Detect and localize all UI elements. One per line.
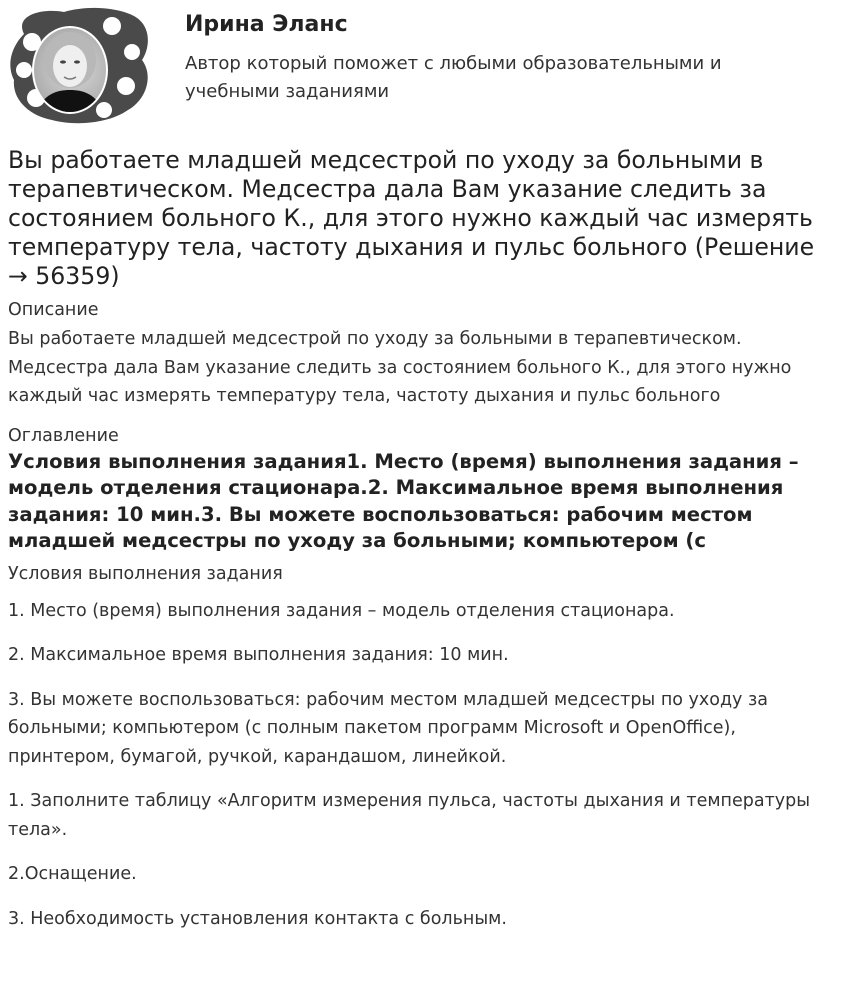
conditions-label: Условия выполнения задания	[8, 563, 283, 584]
toc-label: Оглавление	[8, 425, 119, 446]
paragraph: 1. Место (время) выполнения задания – модель отделения стационара.	[8, 600, 675, 621]
toc-text: Условия выполнения задания1. Место (время) выполнения задания – модель отделения стационара.2. Максимальное время выполнения задания: 10 мин.3. Вы можете воспользоваться: рабочим местом младшей медсестры по уходу за больными; компьютером (с	[8, 449, 799, 552]
paragraph: 2. Максимальное время выполнения задания: 10 мин.	[8, 645, 509, 665]
description-label: Описание	[8, 300, 99, 320]
paragraph: 3. Вы можете воспользоваться: рабочим местом младшей медсестры по уходу за больными; компьютером (с полным пакетом программ Microsoft и OpenOffice), принтером, бумагой, ручкой, карандашом, линейкой.	[8, 689, 768, 767]
paragraph: 3. Необходимость установления контакта с больным.	[8, 908, 507, 929]
page-title: Вы работаете младшей медсестрой по уходу за больными в терапевтическом. Медсестра дала Вам указание следить за состоянием больного К., для этого нужно каждый час измерять температуру тела, частоту дыхания и пульс больного (Решение → 56359)	[8, 146, 815, 290]
paragraph: 1. Заполните таблицу «Алгоритм измерения пульса, частоты дыхания и температуры тела».	[8, 791, 811, 840]
author-bio: Автор который поможет с любыми образовательными и учебными заданиями	[185, 53, 722, 102]
author-name[interactable]: Ирина Эланс	[185, 12, 348, 37]
author-avatar-photo[interactable]	[4, 4, 154, 128]
paragraph: 2.Оснащение.	[8, 864, 137, 884]
description-text: Вы работаете младшей медсестрой по уходу за больными в терапевтическом. Медсестра дала Вам указание следить за состоянием больного К., для этого нужно каждый час измерять температуру тела, частоту дыхания и пульс больного	[8, 329, 792, 406]
author-header	[0, 0, 847, 130]
main-content	[8, 146, 840, 933]
